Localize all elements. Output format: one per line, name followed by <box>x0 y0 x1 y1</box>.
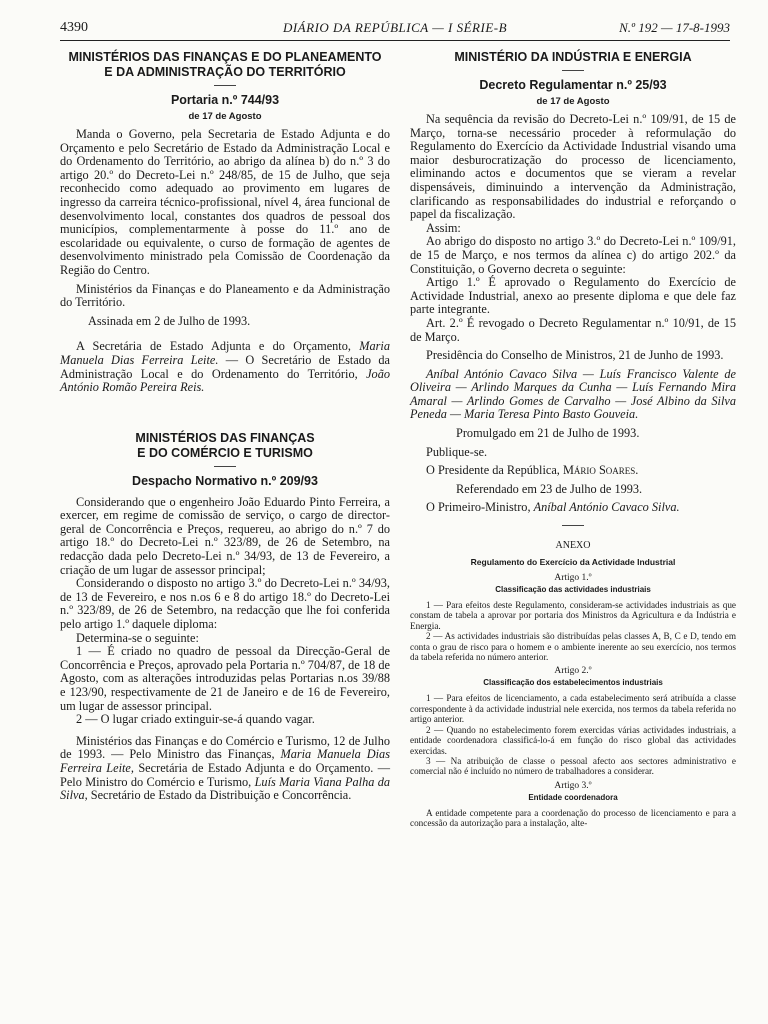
divider <box>214 466 236 467</box>
paragraph: Considerando que o engenheiro João Eduardo Pinto Ferreira, a exercer, em regime de comissão de serviço, o cargo de director-geral de Concorrência e Preços, requereu, ao abrigo do n.º 7 do artigo 18.º do Decreto-Lei n.º 323/89, de 26 de Setembro, na redacção dada pelo Decreto-Lei n.º 34/93, de 13 de Fevereiro, a criação de um lugar de assessor principal; <box>60 494 390 577</box>
paragraph: Manda o Governo, pela Secretaria de Estado Adjunta e do Orçamento e pelo Secretário de Estado da Administração Local e do Ordenamento do Território, ao abrigo da alínea b) do n.º 3 do artigo 20.º do Decreto-Lei n.º 248/85, de 15 de Julho, que seja reconhecido como adequado ao provimento em lugares de ingresso da carreira técnico-profissional, nível 4, área funcional de desenvolvimento local, constantes dos quadros de pessoal dos municípios, complementarmente à posse do 11.º ano de escolaridade ou equivalente, o curso de formação de agentes de desenvolvimento ministrado pela Comissão de Coordenação da Região do Centro. <box>60 127 390 277</box>
paragraph: Artigo 1.º É aprovado o Regulamento do Exercício de Actividade Industrial, anexo ao presente diploma e que dele faz parte integrante. <box>410 275 736 317</box>
referendum: Referendado em 23 de Julho de 1993. <box>456 481 643 496</box>
signatories: Ministérios das Finanças e do Comércio e Turismo, 12 de Julho de 1993. — Pelo Ministro das Finanças, Maria Manuela Dias Ferreira Leite, Secretária de Estado Adjunta e do Orçamento. — Pelo Ministro do Comércio e Turismo, Luís Maria Viana Palha da Silva, Secretário de Estado da Distribuição e Concorrência. <box>60 733 391 803</box>
paragraph: 1 — Para efeitos deste Regulamento, consideram-se actividades industriais as que constam de tabela a aprovar por portaria dos Ministros da Agricultura e da Indústria e Energia. <box>410 600 736 631</box>
paragraph: Assim: <box>426 220 461 235</box>
document-date: de 17 de Agosto <box>536 96 610 107</box>
annex-subtitle: Regulamento do Exercício da Actividade Industrial <box>470 557 676 568</box>
paragraph: 3 — Na atribuição de classe o pessoal afecto aos sectores administrativo e comercial não é incluído no número de trabalhadores a considerar. <box>410 755 736 777</box>
signatories: A Secretária de Estado Adjunta e do Orçamento, Maria Manuela Dias Ferreira Leite. — O Secretário de Estado da Administração Local e do Ordenamento do Território, João António Romão Pereira Reis. <box>60 339 390 395</box>
article-number: Artigo 1.º <box>554 573 592 584</box>
ministry-heading: MINISTÉRIOS DAS FINANÇAS E DO PLANEAMENTO E DA ADMINISTRAÇÃO DO TERRITÓRIO <box>68 50 382 79</box>
document-title: Decreto Regulamentar n.º 25/93 <box>479 78 667 92</box>
publication-title: DIÁRIO DA REPÚBLICA — I SÉRIE-B <box>282 20 508 35</box>
divider <box>214 85 236 86</box>
paragraph: Ministérios da Finanças e do Planeamento e da Administração do Território. <box>60 281 390 310</box>
issue-number: N.º 192 — 17-8-1993 <box>619 20 730 35</box>
document-date: de 17 de Agosto <box>188 111 262 122</box>
paragraph: 1 — Para efeitos de licenciamento, a cada estabelecimento será atribuída a classe correspondente à da actividade industrial nele exercida, nos termos da tabela referida no artigo anterior. <box>410 693 736 725</box>
promulgation: Promulgado em 21 de Julho de 1993. <box>456 426 640 441</box>
article-number: Artigo 3.º <box>554 780 592 791</box>
prime-minister-line: O Primeiro-Ministro, Aníbal António Cavaco Silva. <box>426 500 680 515</box>
article-number: Artigo 2.º <box>554 666 592 677</box>
paragraph: Considerando o disposto no artigo 3.º do Decreto-Lei n.º 34/93, de 13 de Fevereiro, e nos n.os 6 e 8 do artigo 18.º do Decreto-Lei n.º 323/89, de 26 de Setembro, na redacção que lhe foi conferida pelo artigo 1.º daquele diploma: <box>60 576 390 632</box>
president-line: O Presidente da República, Mário Soares. <box>426 463 639 478</box>
paragraph: 1 — É criado no quadro de pessoal da Direcção-Geral de Concorrência e Preços, aprovado pela Portaria n.º 704/87, de 18 de Agosto, com as alterações introduzidas pelas Portarias n.os 39/88 e 123/90, respectivamente de 21 de Janeiro e de 16 de Fevereiro, um lugar de assessor principal. <box>60 644 390 713</box>
article-heading: Classificação das actividades industriais <box>495 585 651 595</box>
paragraph: Presidência do Conselho de Ministros, 21 de Junho de 1993. <box>426 348 724 363</box>
ministry-heading: MINISTÉRIO DA INDÚSTRIA E ENERGIA <box>454 50 692 64</box>
signature-date: Assinada em 2 de Julho de 1993. <box>88 313 251 328</box>
article-heading: Classificação dos estabelecimentos industriais <box>483 678 663 688</box>
signatories: Aníbal António Cavaco Silva — Luís Francisco Valente de Oliveira — Arlindo Marques da Cunha — Luís Fernando Mira Amaral — Arlindo Gomes de Carvalho — José Albino da Silva Peneda — Maria Teresa Pinto Basto Gouveia. <box>410 366 736 422</box>
left-column <box>60 50 390 803</box>
paragraph: Determina-se o seguinte: <box>76 630 199 645</box>
right-column <box>410 50 736 829</box>
paragraph: A entidade competente para a coordenação do processo de licenciamento e para a concessão da autorização para a instalação, alte- <box>410 807 736 829</box>
document-title: Portaria n.º 744/93 <box>170 93 280 107</box>
paragraph: 2 — As actividades industriais são distribuídas pelas classes A, B, C e D, tendo em conta o grau de risco para o homem e o ambiente inerente ao seu exercício, nos termos da tabela referida no número anterior. <box>410 631 736 663</box>
page-header <box>60 18 730 41</box>
page-number: 4390 <box>60 20 88 35</box>
divider <box>562 70 584 71</box>
divider <box>562 525 584 526</box>
annex-body <box>410 573 736 829</box>
article-heading: Entidade coordenadora <box>528 792 618 802</box>
ministry-heading: MINISTÉRIOS DAS FINANÇAS E DO COMÉRCIO E TURISMO <box>135 430 315 460</box>
paragraph: Ao abrigo do disposto no artigo 3.º do Decreto-Lei n.º 109/91, de 15 de Março, e nos termos da alínea c) do artigo 202.º da Constituição, o Governo decreta o seguinte: <box>410 234 736 276</box>
document-title: Despacho Normativo n.º 209/93 <box>132 473 318 488</box>
paragraph: 2 — O lugar criado extinguir-se-á quando vagar. <box>76 712 315 727</box>
paragraph: Art. 2.º É revogado o Decreto Regulamentar n.º 10/91, de 15 de Março. <box>410 315 736 344</box>
annex-title: ANEXO <box>555 540 591 552</box>
paragraph: Na sequência da revisão do Decreto-Lei n.º 109/91, de 15 de Março, torna-se necessário proceder à reformulação do Regulamento do Exercício da Actividade Industrial visando uma maior desburocratização do processo de licenciamento, eliminando actos e documentos que se vieram a revelar dispensáveis, diminuindo a intervenção da Administração, clarificando as responsabilidades do industrial e reforçando o papel da fiscalização. <box>410 112 736 222</box>
paragraph: Publique-se. <box>426 444 488 459</box>
paragraph: 2 — Quando no estabelecimento forem exercidas várias actividades industriais, a entidade coordenadora classificá-lo-á em função do risco global das actividades exercidas. <box>410 724 736 756</box>
